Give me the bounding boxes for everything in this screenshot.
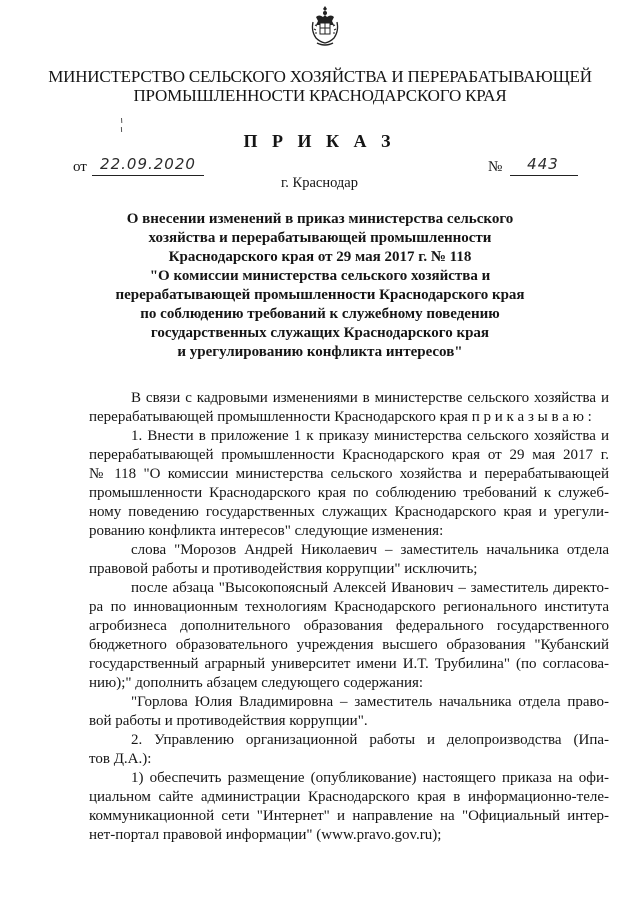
subject-line: "О комиссии министерства сельского хозяйства и <box>149 268 491 284</box>
body-line: В связи с кадровыми изменениями в министерстве сельского хозяйства и <box>131 390 609 406</box>
subject-line: О внесении изменений в приказ министерства сельского <box>126 211 514 227</box>
body-line: агробизнеса дополнительного образования федерального государственного <box>89 618 609 634</box>
body-line: слова "Морозов Андрей Николаевич – заместитель начальника отдела <box>131 542 609 558</box>
order-subject <box>50 210 590 362</box>
subject-line: хозяйства и перерабатывающей промышленности <box>148 230 492 246</box>
city: г. Краснодар <box>280 175 358 191</box>
subject-line: перерабатывающей промышленности Краснодарского края <box>115 287 525 303</box>
body-line: № 118 "О комиссии министерства сельского хозяйства и перерабатывающей <box>89 466 609 482</box>
date-prefix: от <box>73 159 87 175</box>
body-line: 1. Внести в приложение 1 к приказу министерства сельского хозяйства и <box>131 428 609 444</box>
number-value: 443 <box>527 155 559 173</box>
body-line: перерабатывающей промышленности Краснодарского края от 29 мая 2017 г. <box>89 447 609 463</box>
body-line: ра по инновационным технологиям Краснодарского регионального института <box>89 599 609 615</box>
body-line: ному поведению государственных служащих Краснодарского края и урегули- <box>89 504 609 520</box>
body-line: правовой работы и противодействия коррупции" исключить; <box>89 561 478 577</box>
body-line: нию);" дополнить абзацем следующего содержания: <box>89 675 424 691</box>
subject-line: Краснодарского края от 29 мая 2017 г. № 118 <box>168 249 472 265</box>
body-line: вой работы и противодействия коррупции". <box>89 713 368 729</box>
ministry-name <box>40 67 600 105</box>
body-line: государственный аграрный университет имени И.Т. Трубилина" (по согласова- <box>89 656 609 672</box>
body-line: бюджетного образовательного учреждения высшего образования "Кубанский <box>89 637 609 653</box>
body-line: промышленности Краснодарского края по соблюдению требований к служеб- <box>89 485 609 501</box>
body-line: перерабатывающей промышленности Краснодарского края п р и к а з ы в а ю : <box>89 409 592 425</box>
body-line: нет-портал правовой информации" (www.pravo.gov.ru); <box>89 827 442 843</box>
document-type-title: П Р И К А З <box>243 131 396 151</box>
body-line: циальном сайте администрации Краснодарского края в информационно-теле- <box>89 789 609 805</box>
body-line: рованию конфликта интересов" следующие изменения: <box>89 523 444 539</box>
ministry-line-2: ПРОМЫШЛЕННОСТИ КРАСНОДАРСКОГО КРАЯ <box>133 86 507 105</box>
body-line: 2. Управлению организационной работы и делопроизводства (Ипа- <box>131 732 609 748</box>
body-line: коммуникационной сети "Интернет" и направление на "Официальный интер- <box>89 808 609 824</box>
body-line: 1) обеспечить размещение (опубликование) настоящего приказа на офи- <box>131 770 609 786</box>
body-line: после абзаца "Высокопоясный Алексей Иванович – заместитель директо- <box>131 580 609 596</box>
body-line: "Горлова Юлия Владимировна – заместитель начальника отдела право- <box>131 694 609 710</box>
subject-line: государственных служащих Краснодарского края <box>150 325 490 341</box>
subject-line: по соблюдению требований к служебному поведению <box>140 306 500 322</box>
number-prefix: № <box>488 159 503 175</box>
subject-line: и урегулированию конфликта интересов" <box>177 344 463 360</box>
date-value: 22.09.2020 <box>100 155 196 173</box>
body-line: тов Д.А.): <box>89 751 152 767</box>
coat-of-arms-icon <box>310 5 340 49</box>
ministry-line-1: МИНИСТЕРСТВО СЕЛЬСКОГО ХОЗЯЙСТВА И ПЕРЕРАБАТЫВАЮЩЕЙ <box>48 67 592 86</box>
order-body <box>89 389 609 845</box>
